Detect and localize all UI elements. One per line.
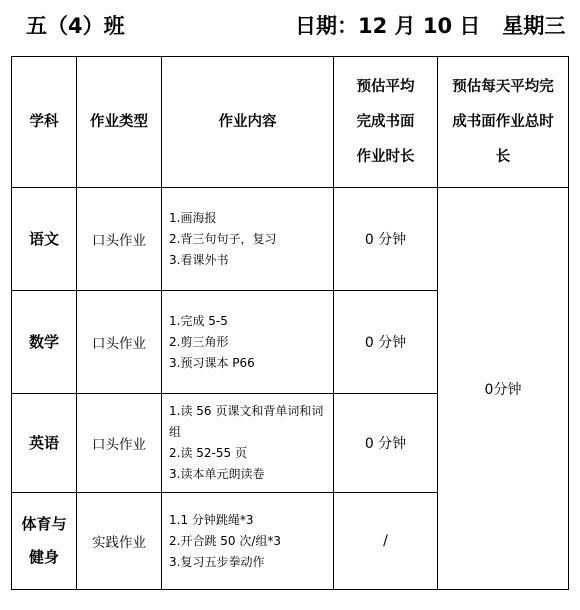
date-text: 日期：12 月 10 日 [295,14,481,38]
col-header-type: 作业类型 [77,57,162,188]
weekday-text: 星期三 [502,14,566,38]
content-cell [162,291,334,394]
time-cell: 0 分钟 [334,394,438,493]
table-row [12,188,569,291]
table-header-row [12,57,569,188]
col-header-subject: 学科 [12,57,77,188]
content-line: 1.读 56 页课文和背单词和词组 [169,404,324,439]
content-line: 3.读本单元朗读卷 [169,467,265,481]
content-line: 2.背三句句子，复习 [169,231,277,246]
subject-cell: 英语 [12,394,77,493]
content-cell [162,493,334,590]
subject-cell: 体育与健身 [12,493,77,590]
homework-table [11,56,569,590]
content-line: 3.复习五步拳动作 [169,554,265,569]
content-cell [162,188,334,291]
content-line: 1.1 分钟跳绳*3 [169,512,254,527]
class-title: 五（4）班 [26,14,125,38]
time-cell: 0 分钟 [334,291,438,394]
type-cell: 口头作业 [77,291,162,394]
content-line: 2.读 52-55 页 [169,446,247,460]
subject-cell: 语文 [12,188,77,291]
col-header-avg-time: 预估平均完成书面作业时长 [334,57,438,188]
content-line: 3.看课外书 [169,252,229,267]
content-line: 2.剪三角形 [169,334,229,349]
type-cell: 口头作业 [77,394,162,493]
col-header-total-time: 预估每天平均完成书面作业总时长 [438,57,569,188]
time-cell: 0 分钟 [334,188,438,291]
content-line: 1.完成 5-5 [169,313,228,328]
type-cell: 实践作业 [77,493,162,590]
content-line: 1.画海报 [169,210,217,225]
content-line: 2.开合跳 50 次/组*3 [169,533,282,548]
type-cell: 口头作业 [77,188,162,291]
content-line: 3.预习课本 P66 [169,355,255,370]
content-cell [162,394,334,493]
col-header-content: 作业内容 [162,57,334,188]
subject-cell: 数学 [12,291,77,394]
total-time-cell: 0分钟 [438,188,569,590]
time-cell: / [334,493,438,590]
date-line [295,10,565,40]
